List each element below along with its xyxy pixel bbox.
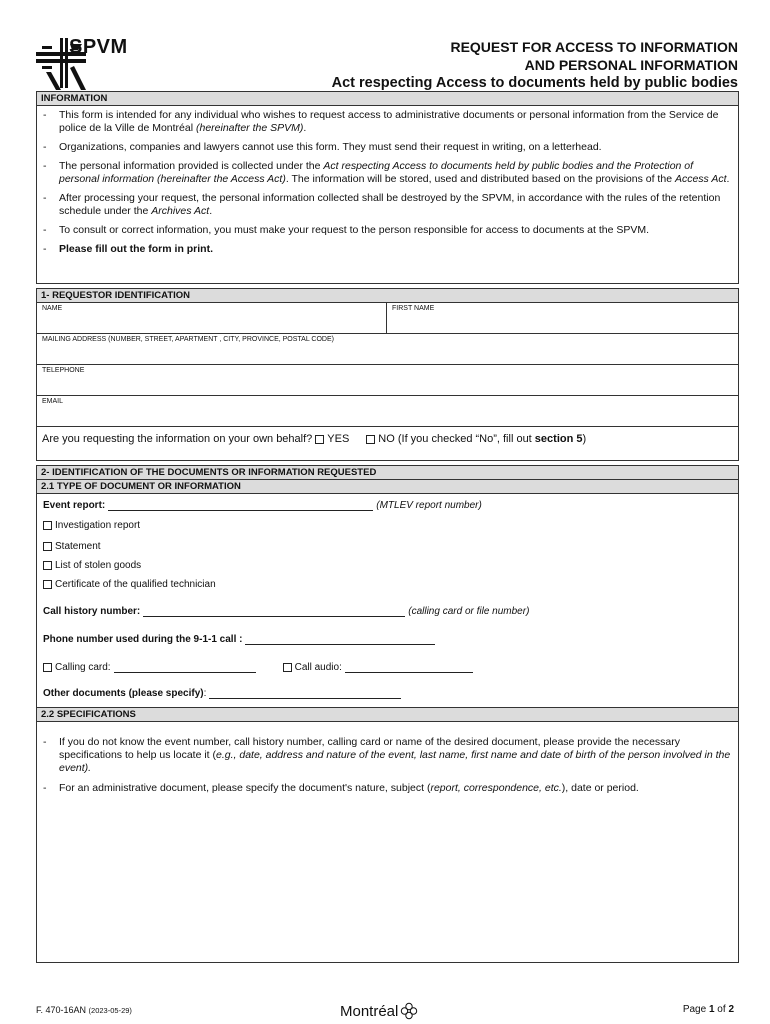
yes-label: YES (327, 433, 350, 445)
statement-option: Statement (43, 541, 101, 552)
logo-text: SPVM (69, 36, 128, 58)
phone-911-input[interactable] (245, 635, 435, 645)
section2-header: 2- IDENTIFICATION OF THE DOCUMENTS OR INFORMATION REQUESTED (37, 466, 738, 480)
info-bullet-5: - To consult or correct information, you must make your request to the person responsible for access to documents at the SPVM. (43, 224, 650, 236)
section22-header: 2.2 SPECIFICATIONS (37, 708, 738, 722)
own-behalf-question: Are you requesting the information on your own behalf? YES NO (If you checked “No”, fill out section 5) (42, 433, 587, 445)
call-audio-input[interactable] (345, 663, 473, 673)
address-field[interactable] (37, 334, 738, 365)
information-header: INFORMATION (37, 92, 738, 106)
calling-card-option: Calling card: Call audio: (43, 662, 476, 673)
page-title (332, 38, 738, 92)
email-field[interactable] (37, 396, 738, 427)
form-number: F. 470-16AN (2023-05-29) (36, 1005, 132, 1015)
event-report-field: Event report: (MTLEV report number) (43, 500, 482, 511)
event-report-input[interactable] (108, 501, 373, 511)
first-name-label: FIRST NAME (392, 305, 435, 312)
investigation-option: Investigation report (43, 520, 140, 531)
requestor-identification-section (36, 288, 739, 461)
page-number: Page 1 of 2 (682, 1004, 734, 1015)
section1-header: 1- REQUESTOR IDENTIFICATION (37, 289, 738, 303)
other-documents-field: Other documents (please specify) : (43, 688, 404, 699)
info-bullet-6: - Please fill out the form in print. (43, 243, 214, 255)
documents-requested-section (36, 465, 739, 709)
specifications-section[interactable] (36, 707, 739, 963)
yes-checkbox[interactable] (315, 435, 324, 444)
address-label: MAILING ADDRESS (NUMBER, STREET, APARTMENT , CITY, PROVINCE, POSTAL CODE) (42, 336, 334, 343)
call-audio-checkbox[interactable] (283, 663, 292, 672)
call-history-input[interactable] (143, 607, 405, 617)
telephone-label: TELEPHONE (42, 367, 85, 374)
no-checkbox[interactable] (366, 435, 375, 444)
other-documents-input[interactable] (209, 689, 401, 699)
name-label: NAME (42, 305, 63, 312)
telephone-field[interactable] (37, 365, 738, 396)
stolen-goods-option: List of stolen goods (43, 560, 141, 571)
statement-checkbox[interactable] (43, 542, 52, 551)
phone-911-field: Phone number used during the 9-1-1 call : (43, 634, 438, 645)
montreal-logo: Montréal (340, 1002, 418, 1020)
stolen-goods-checkbox[interactable] (43, 561, 52, 570)
title-line-1: REQUEST FOR ACCESS TO INFORMATION (450, 39, 738, 55)
info-bullet-1: - This form is intended for any individual who wishes to request access to administrative documents or personal information from the Service de police de la Ville de Montréal (hereinafter the SPVM). (43, 109, 719, 134)
calling-card-checkbox[interactable] (43, 663, 52, 672)
montreal-rosette-icon (400, 1002, 418, 1020)
spec-bullet-2: - For an administrative document, please specify the document's nature, subject (report, correspondence, etc.), date or period. (43, 782, 639, 794)
info-bullet-4: - After processing your request, the personal information collected shall be destroyed by the SPVM, in accordance with the rules of the retention schedule under the Archives Act. (43, 192, 721, 217)
name-row (37, 303, 738, 334)
title-line-2: AND PERSONAL INFORMATION (524, 57, 738, 73)
no-label: NO (If you checked “No”, fill out section 5) (378, 433, 587, 445)
email-label: EMAIL (42, 398, 64, 405)
certificate-checkbox[interactable] (43, 580, 52, 589)
info-bullet-2: - Organizations, companies and lawyers cannot use this form. They must send their request in writing, on a letterhead. (43, 141, 602, 153)
information-section (36, 91, 739, 284)
certificate-option: Certificate of the qualified technician (43, 579, 216, 590)
title-line-3: Act respecting Access to documents held by public bodies (331, 75, 738, 91)
section21-header: 2.1 TYPE OF DOCUMENT OR INFORMATION (37, 480, 738, 494)
info-bullet-3: - The personal information provided is collected under the Act respecting Access to documents held by public bodies and the Protection of personal information (hereinafter the Access Act). The information will be stored, used and distributed based on the provisions of the Access Act. (43, 160, 730, 185)
investigation-checkbox[interactable] (43, 521, 52, 530)
call-history-field: Call history number: (calling card or file number) (43, 606, 530, 617)
calling-card-input[interactable] (114, 663, 256, 673)
spec-bullet-1: - If you do not know the event number, call history number, calling card or name of the desired document, please provide the necessary specifications to help us locate it (e.g., date, address and nature of the event, last name, first name and date of birth of the person involved in the event). (43, 736, 731, 774)
